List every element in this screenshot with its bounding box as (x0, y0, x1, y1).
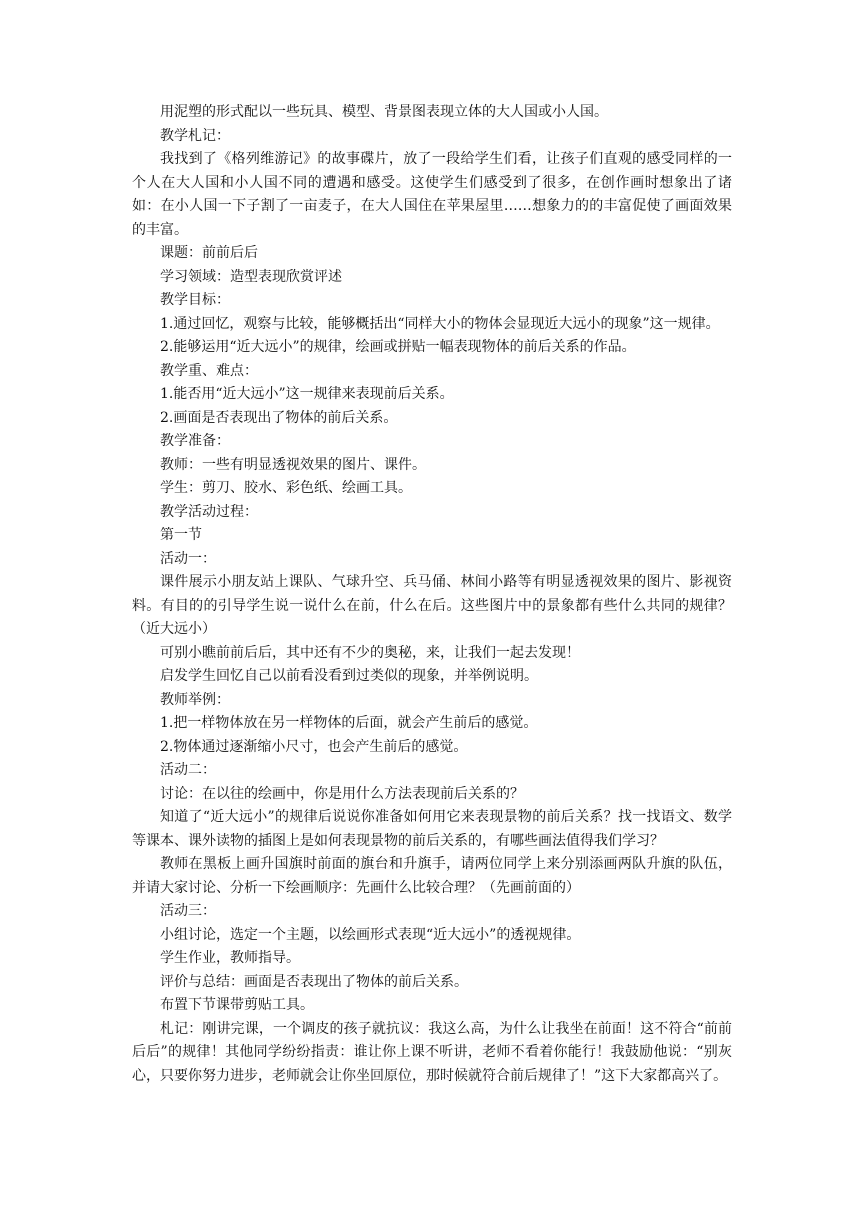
paragraph: 课题：前前后后 (160, 245, 258, 261)
paragraph: 2.画面是否表现出了物体的前后关系。 (160, 409, 398, 426)
paragraph: 教学活动过程： (160, 503, 258, 520)
paragraph: 第一节 (160, 527, 202, 543)
paragraph: 活动一： (160, 550, 216, 567)
paragraph: 用泥塑的形式配以一些玩具、模型、背景图表现立体的大人国或小人国。 (160, 104, 608, 120)
paragraph: 1.通过回忆，观察与比较，能够概括出“同样大小的物体会显现近大远小的现象”这一规律。 (160, 315, 720, 332)
paragraph: 教学札记： (160, 127, 230, 144)
paragraph: 教师：一些有明显透视效果的图片、课件。 (160, 456, 426, 473)
paragraph: 我找到了《格列维游记》的故事碟片，放了一段给学生们看，让孩子们直观的感受同样的一个人在大人国和小人国不同的遭遇和感受。这使学生们感受到了很多，在创作画时想象出了诸如：在小人国一下子割了一亩麦子，在大人国住在苹果屋里……想象力的的丰富促使了画面效果的丰富。 (132, 151, 732, 238)
paragraph: 教师在黑板上画升国旗时前面的旗台和升旗手，请两位同学上来分别添画两队升旗的队伍，并请大家讨论、分析一下绘画顺序：先画什么比较合理？（先画前面的） (132, 856, 732, 896)
paragraph: 教学准备： (160, 433, 230, 449)
paragraph: 讨论：在以往的绘画中，你是用什么方法表现前后关系的？ (160, 785, 524, 802)
paragraph: 札记：刚讲完课，一个调皮的孩子就抗议：我这么高，为什么让我坐在前面！这不符合“前前后后”的规律！其他同学纷纷指责：谁让你上课不听讲，老师不看着你能行！我鼓励他说：“别灰心，只要你努力进步，老师就会让你坐回原位，那时候就符合前后规律了！”这下大家都高兴了。 (132, 1020, 732, 1084)
paragraph: 活动三： (160, 903, 216, 919)
paragraph: 2.物体通过逐渐缩小尺寸，也会产生前后的感觉。 (160, 738, 468, 755)
paragraph: 小组讨论，选定一个主题，以绘画形式表现“近大远小”的透视规律。 (160, 926, 581, 943)
document-body (132, 101, 732, 1088)
paragraph: 评价与总结：画面是否表现出了物体的前后关系。 (160, 973, 468, 990)
paragraph: 学生作业，教师指导。 (160, 950, 300, 966)
paragraph: 教师举例： (160, 691, 230, 708)
paragraph: 1.能否用“近大远小”这一规律来表现前后关系。 (160, 386, 454, 402)
paragraph: 2.能够运用“近大远小”的规律，绘画或拼贴一幅表现物体的前后关系的作品。 (160, 339, 636, 355)
paragraph: 课件展示小朋友站上课队、气球升空、兵马俑、林间小路等有明显透视效果的图片、影视资料。有目的的引导学生说一说什么在前，什么在后。这些图片中的景象都有些什么共同的规律？（近大远小） (132, 574, 732, 637)
paragraph: 学习领域：造型表现欣赏评述 (160, 268, 342, 285)
paragraph: 教学目标： (160, 292, 230, 308)
paragraph: 活动二： (160, 762, 216, 778)
paragraph: 1.把一样物体放在另一样物体的后面，就会产生前后的感觉。 (160, 715, 538, 731)
paragraph: 教学重、难点： (160, 362, 258, 379)
paragraph: 可别小瞧前前后后，其中还有不少的奥秘，来，让我们一起去发现！ (160, 644, 580, 661)
paragraph: 知道了“近大远小”的规律后说说你准备如何用它来表现景物的前后关系？找一找语文、数学等课本、课外读物的插图上是如何表现景物的前后关系的，有哪些画法值得我们学习？ (132, 809, 732, 849)
paragraph: 启发学生回忆自己以前看没看到过类似的现象，并举例说明。 (160, 668, 538, 684)
paragraph: 学生：剪刀、胶水、彩色纸、绘画工具。 (160, 480, 412, 496)
paragraph: 布置下节课带剪贴工具。 (160, 997, 314, 1013)
